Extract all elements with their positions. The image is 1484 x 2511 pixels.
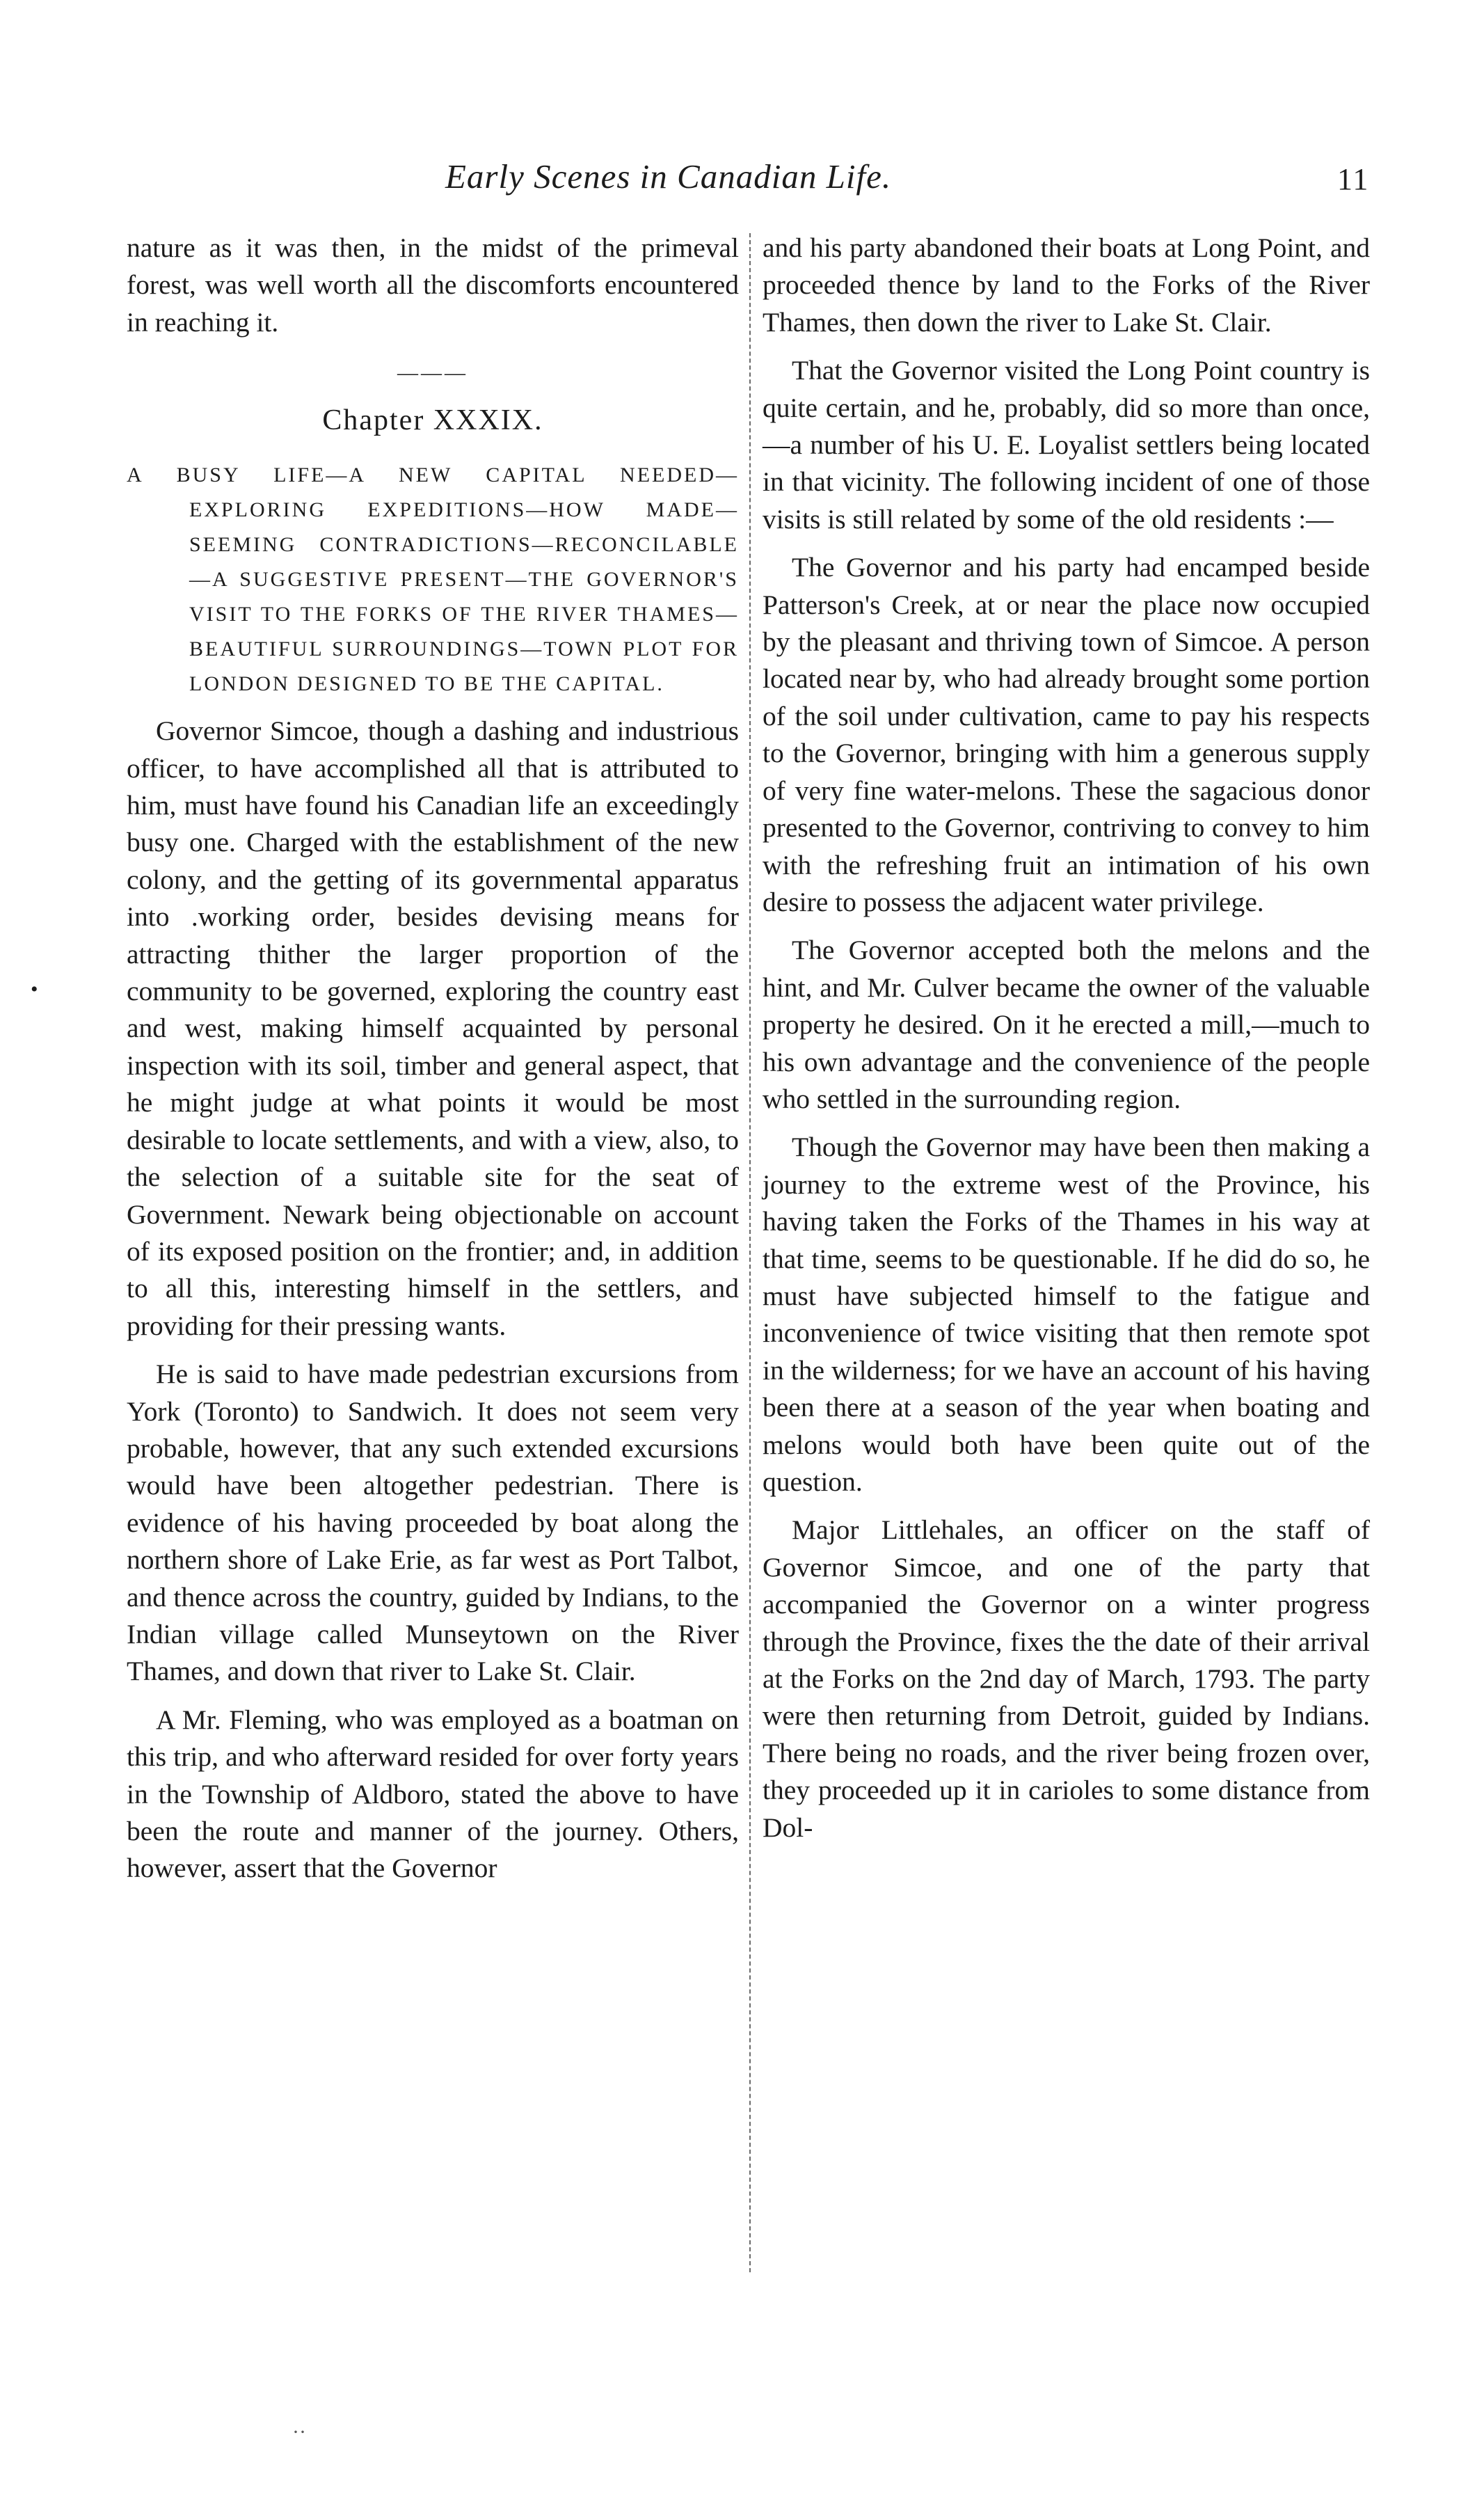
chapter-summary: A BUSY LIFE—A NEW CAPITAL NEEDED—EXPLORING EXPEDITIONS—HOW MADE—SEEMING CONTRADICTIONS—RECONCILABLE—A SUGGESTIVE PRESENT—THE GOVERNOR'S VISIT TO THE FORKS OF THE RIVER THAMES—BEAUTIFUL SURROUNDINGS—TOWN PLOT FOR LONDON DESIGNED TO BE THE CAPITAL. xyxy=(127,464,739,696)
left-column xyxy=(127,230,739,1899)
body-paragraph: The Governor and his party had encamped beside Patterson's Creek, at or near the place now occupied by the pleasant and thriving town of Simcoe. A person located near by, who had already brought some portion of the soil under cultivation, came to pay his respects to the Governor, bringing with him a generous supply of very fine water-melons. These the sagacious donor presented to the Governor, contriving to convey to him with the refreshing fruit an intimation of his own desire to possess the adjacent water privilege. xyxy=(763,552,1370,917)
bottom-speck: ·· xyxy=(292,2421,306,2443)
body-paragraph: Major Littlehales, an officer on the staff of Governor Simcoe, and one of the party that accompanied the Governor on a winter progress through the Province, fixes the the date of their arrival at the Forks on the 2nd day of March, 1793. The party were then returning from Detroit, guided by Indians. There being no roads, and the river being frozen over, they proceeded up it in carioles to some distance from Dol- xyxy=(763,1514,1370,1843)
running-title: Early Scenes in Canadian Life. xyxy=(445,157,892,196)
body-paragraph: That the Governor visited the Long Point country is quite certain, and he, probably, did so more than once,—a number of his U. E. Loyalist settlers being located in that vicinity. The following incident of one of those visits is still related by some of the old residents :— xyxy=(763,355,1370,534)
body-paragraph: He is said to have made pedestrian excursions from York (Toronto) to Sandwich. It does not seem very probable, however, that any such extended excursions would have been altogether pedestrian. There is evidence of his having proceeded by boat along the northern shore of Lake Erie, as far west as Port Talbot, and thence across the country, guided by Indians, to the Indian village called Munseytown on the River Thames, and down that river to Lake St. Clair. xyxy=(127,1359,739,1687)
right-column xyxy=(763,230,1370,1857)
body-paragraph: The Governor accepted both the melons and the hint, and Mr. Culver became the owner of the valuable property he desired. On it he erected a mill,—much to his own advantage and the convenience of the people who settled in the surrounding region. xyxy=(763,935,1370,1114)
intro-paragraph: nature as it was then, in the midst of the primeval forest, was well worth all the discomforts encountered in reaching it. xyxy=(127,232,739,338)
page-number: 11 xyxy=(1337,162,1370,196)
body-paragraph: Though the Governor may have been then making a journey to the extreme west of the Province, his having taken the Forks of the Thames in his way at that time, seems to be questionable. If he did do so, he must have subjected himself to the fatigue and inconvenience of twice visiting that then remote spot in the wilderness; for we have an account of his having been there at a season of the year when boating and melons would both have been quite out of the question. xyxy=(763,1132,1370,1497)
margin-bullet: • xyxy=(31,978,38,1001)
continued-paragraph: and his party abandoned their boats at Long Point, and proceeded thence by land to the Forks of the River Thames, then down the river to Lake St. Clair. xyxy=(763,232,1370,338)
column-divider xyxy=(749,233,751,2272)
body-paragraph: Governor Simcoe, though a dashing and industrious officer, to have accomplished all that is attributed to him, must have found his Canadian life an exceedingly busy one. Charged with the establishment of the new colony, and the getting of its governmental apparatus into .working order, besides devising means for attracting thither the larger proportion of the community to be governed, exploring the country east and west, making himself acquainted by personal inspection with its soil, timber and general aspect, that he might judge at what points it would be most desirable to locate settlements, and with a view, also, to the selection of a suitable site for the seat of Government. Newark being objectionable on account of its exposed position on the frontier; and, in addition to all this, interesting himself in the settlers, and providing for their pressing wants. xyxy=(127,715,739,1341)
chapter-heading: Chapter XXXIX. xyxy=(322,404,543,437)
body-paragraph: A Mr. Fleming, who was employed as a boatman on this trip, and who afterward resided for over forty years in the Township of Aldboro, stated the above to have been the route and manner of the journey. Others, however, assert that the Governor xyxy=(127,1704,739,1884)
section-separator: ——— xyxy=(397,361,468,385)
